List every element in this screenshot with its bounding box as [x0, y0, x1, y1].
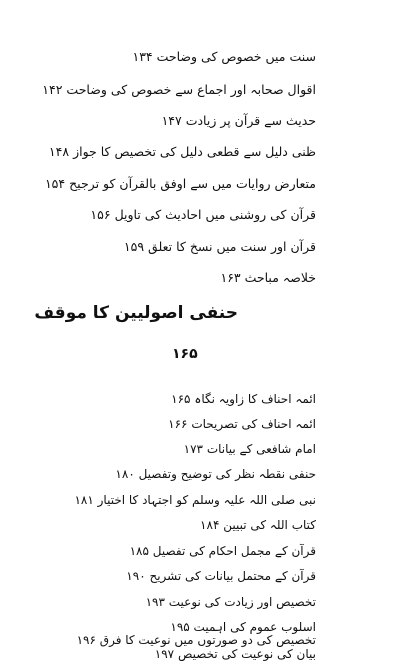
toc-entry-title: حنفی نقطہ نظر کی توضیح وتفصیل [138, 467, 316, 481]
toc-entry [49, 144, 316, 160]
toc-entry-title: نبی صلی اللہ علیہ وسلم کو اجتہاد کا اختیار [97, 493, 316, 507]
toc-entry-title: امام شافعی کے بیانات [206, 442, 316, 456]
toc-entry-page: ۱۵۶ [90, 207, 111, 222]
toc-entry-page: ۱۶۳ [220, 270, 241, 285]
toc-entry-title: ظنی دلیل سے قطعی دلیل کی تخصیص کا جواز [73, 144, 316, 159]
toc-entry [146, 596, 316, 609]
toc-entry-page: ۱۹۷ [154, 647, 175, 661]
toc-entry-page: ۱۴۷ [161, 113, 182, 128]
toc-entry-page: ۱۸۱ [74, 493, 94, 507]
toc-entry-title: قرآن کی روشنی میں احادیث کی تاویل [114, 207, 316, 222]
toc-entry-page: ۱۶۶ [168, 417, 188, 431]
toc-entry-title: تخصیص اور زیادت کی نوعیت [168, 595, 316, 609]
toc-entry-title: اقوال صحابہ اور اجماع سے خصوص کی وضاحت [66, 82, 316, 97]
toc-entry [45, 176, 316, 192]
toc-entry-page: ۱۸۰ [115, 467, 135, 481]
toc-entry-title: قرآن اور سنت میں نسخ کا تعلق [148, 239, 316, 254]
toc-entry [115, 468, 316, 481]
toc-entry [168, 418, 316, 431]
toc-entry-title: ائمہ احناف کی تصریحات [191, 417, 316, 431]
toc-entry-page: ۱۴۸ [48, 144, 70, 159]
toc-entry-page: ۱۶۵ [171, 392, 191, 406]
toc-entry-title: اسلوب عموم کی اہمیت [193, 620, 316, 634]
toc-entry [124, 239, 316, 255]
section-heading: حنفی اصولیین کا موقف [34, 303, 238, 323]
toc-entry-page: ۱۹۰ [126, 569, 146, 583]
toc-entry [171, 393, 316, 406]
toc-entry [74, 494, 316, 507]
toc-entry [162, 113, 316, 129]
toc-entry [130, 545, 316, 558]
toc-entry [77, 634, 316, 647]
toc-entry [220, 270, 316, 286]
toc-entry-title: تخصیص کی دو صورتوں میں نوعیت کا فرق [99, 633, 316, 647]
toc-entry-title: سنت میں خصوص کی وضاحت [156, 49, 316, 64]
toc-entry-page: ۱۵۹ [123, 239, 145, 254]
toc-entry-page: ۱۵۴ [44, 176, 66, 191]
toc-entry-page: ۱۷۳ [183, 442, 203, 456]
toc-entry-page: ۱۸۴ [200, 518, 220, 532]
toc-entry-page: ۱۹۵ [170, 620, 190, 634]
toc-entry [42, 82, 316, 98]
toc-entry-title: قرآن کے محتمل بیانات کی تشریح [149, 569, 316, 583]
toc-entry [90, 207, 316, 223]
toc-entry-title: متعارض روایات میں سے اوفق بالقرآن کو ترجیح [69, 176, 316, 191]
toc-entry-title: قرآن کے مجمل احکام کی تفصیل [152, 544, 316, 558]
toc-entry-page: ۱۳۴ [132, 49, 153, 64]
section-heading-page: ۱۶۵ [172, 346, 198, 362]
toc-entry [132, 49, 316, 65]
toc-entry-title: بیان کی نوعیت کی تخصیص [177, 647, 316, 661]
toc-entry-page: ۱۹۳ [145, 595, 165, 609]
toc-entry-title: خلاصہ مباحث [244, 270, 316, 285]
toc-entry-title: حدیث سے قرآن پر زیادت [185, 113, 316, 128]
toc-entry [155, 648, 316, 661]
toc-entry-title: کتاب اللہ کی تبیین [223, 518, 316, 532]
toc-entry [184, 443, 316, 456]
toc-entry [126, 570, 316, 583]
toc-entry-title: ائمہ احناف کا زاویہ نگاہ [194, 392, 316, 406]
toc-entry-page: ۱۸۵ [129, 544, 149, 558]
toc-entry-page: ۱۴۲ [42, 82, 63, 97]
toc-entry [200, 519, 316, 532]
toc-entry-page: ۱۹۶ [76, 633, 96, 647]
